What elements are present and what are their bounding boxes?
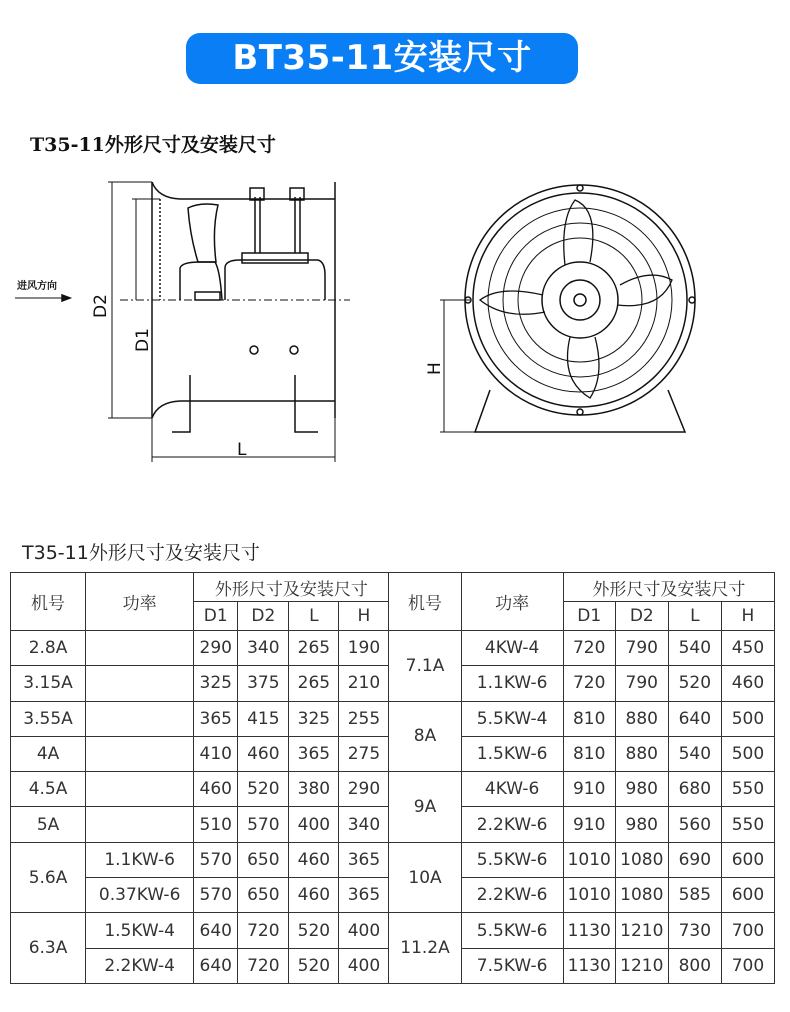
h-cell: 700	[721, 913, 774, 948]
d2-cell: 650	[238, 842, 289, 877]
d1-cell: 460	[194, 772, 238, 807]
power-cell: 2.2KW-4	[86, 948, 194, 983]
power-cell: 4KW-4	[461, 631, 563, 666]
model-cell: 8A	[389, 701, 461, 772]
l-cell: 265	[289, 631, 339, 666]
d1-cell: 910	[563, 807, 615, 842]
d2-cell: 980	[615, 772, 668, 807]
l-cell: 265	[289, 666, 339, 701]
l-cell: 585	[668, 878, 721, 913]
dimension-d2-label: D2	[91, 294, 111, 318]
l-cell: 460	[289, 878, 339, 913]
d2-cell: 1210	[615, 948, 668, 983]
header-power: 功率	[86, 573, 194, 631]
dimension-table	[10, 572, 775, 984]
power-cell	[86, 772, 194, 807]
power-cell	[86, 631, 194, 666]
table-header-row	[11, 573, 775, 602]
h-cell: 365	[339, 878, 389, 913]
power-cell: 7.5KW-6	[461, 948, 563, 983]
power-cell: 2.2KW-6	[461, 878, 563, 913]
power-cell: 5.5KW-4	[461, 701, 563, 736]
d2-cell: 980	[615, 807, 668, 842]
header-d2: D2	[238, 602, 289, 631]
d1-cell: 1010	[563, 878, 615, 913]
d2-cell: 460	[238, 736, 289, 771]
model-cell: 7.1A	[389, 631, 461, 702]
l-cell: 365	[289, 736, 339, 771]
h-cell: 275	[339, 736, 389, 771]
model-cell: 5A	[11, 807, 86, 842]
d2-cell: 520	[238, 772, 289, 807]
d2-cell: 720	[238, 913, 289, 948]
d1-cell: 1130	[563, 948, 615, 983]
h-cell: 550	[721, 807, 774, 842]
power-cell: 0.37KW-6	[86, 878, 194, 913]
power-cell: 5.5KW-6	[461, 842, 563, 877]
d2-cell: 880	[615, 701, 668, 736]
l-cell: 380	[289, 772, 339, 807]
header-l: L	[289, 602, 339, 631]
airflow-direction-label: 进风方向	[17, 281, 57, 292]
table-body	[11, 631, 775, 984]
d1-cell: 570	[194, 878, 238, 913]
d1-cell: 810	[563, 736, 615, 771]
l-cell: 540	[668, 631, 721, 666]
power-cell: 2.2KW-6	[461, 807, 563, 842]
dimension-h-label: H	[425, 362, 445, 375]
d2-cell: 1210	[615, 913, 668, 948]
l-cell: 640	[668, 701, 721, 736]
table-row	[11, 631, 775, 666]
power-cell	[86, 666, 194, 701]
d1-cell: 810	[563, 701, 615, 736]
d2-cell: 880	[615, 736, 668, 771]
d2-cell: 1080	[615, 878, 668, 913]
h-cell: 550	[721, 772, 774, 807]
power-cell	[86, 736, 194, 771]
d2-cell: 375	[238, 666, 289, 701]
page-banner-title: BT35-11安装尺寸	[186, 33, 578, 84]
header-h: H	[721, 602, 774, 631]
model-cell: 5.6A	[11, 842, 86, 913]
table-title: T35-11外形尺寸及安装尺寸	[22, 542, 260, 564]
model-cell: 6.3A	[11, 913, 86, 984]
d1-cell: 365	[194, 701, 238, 736]
power-cell: 1.1KW-6	[86, 842, 194, 877]
dimension-d1-label: D1	[133, 328, 153, 352]
l-cell: 520	[289, 913, 339, 948]
header-dimension-group: 外形尺寸及安装尺寸	[563, 573, 774, 602]
h-cell: 255	[339, 701, 389, 736]
table-row	[11, 701, 775, 736]
d1-cell: 290	[194, 631, 238, 666]
l-cell: 690	[668, 842, 721, 877]
d1-cell: 720	[563, 666, 615, 701]
power-cell: 1.5KW-6	[461, 736, 563, 771]
table-row	[11, 772, 775, 807]
h-cell: 460	[721, 666, 774, 701]
d2-cell: 650	[238, 878, 289, 913]
d1-cell: 510	[194, 807, 238, 842]
l-cell: 460	[289, 842, 339, 877]
l-cell: 680	[668, 772, 721, 807]
model-cell: 11.2A	[389, 913, 461, 984]
header-d2: D2	[615, 602, 668, 631]
h-cell: 365	[339, 842, 389, 877]
model-cell: 4A	[11, 736, 86, 771]
d1-cell: 720	[563, 631, 615, 666]
h-cell: 400	[339, 913, 389, 948]
model-cell: 4.5A	[11, 772, 86, 807]
l-cell: 520	[668, 666, 721, 701]
header-d1: D1	[563, 602, 615, 631]
l-cell: 325	[289, 701, 339, 736]
d2-cell: 1080	[615, 842, 668, 877]
header-d1: D1	[194, 602, 238, 631]
h-cell: 500	[721, 701, 774, 736]
fan-side-view-drawing	[0, 170, 360, 470]
h-cell: 210	[339, 666, 389, 701]
fan-front-view-drawing	[400, 170, 710, 450]
l-cell: 540	[668, 736, 721, 771]
power-cell: 1.5KW-4	[86, 913, 194, 948]
d1-cell: 1130	[563, 913, 615, 948]
header-model: 机号	[389, 573, 461, 631]
model-cell: 9A	[389, 772, 461, 843]
d1-cell: 410	[194, 736, 238, 771]
d2-cell: 570	[238, 807, 289, 842]
header-model: 机号	[11, 573, 86, 631]
d1-cell: 640	[194, 913, 238, 948]
header-l: L	[668, 602, 721, 631]
h-cell: 450	[721, 631, 774, 666]
d1-cell: 910	[563, 772, 615, 807]
d1-cell: 1010	[563, 842, 615, 877]
model-cell: 10A	[389, 842, 461, 913]
d2-cell: 340	[238, 631, 289, 666]
header-power: 功率	[461, 573, 563, 631]
h-cell: 600	[721, 842, 774, 877]
d1-cell: 570	[194, 842, 238, 877]
l-cell: 560	[668, 807, 721, 842]
power-cell: 1.1KW-6	[461, 666, 563, 701]
power-cell: 5.5KW-6	[461, 913, 563, 948]
h-cell: 500	[721, 736, 774, 771]
d1-cell: 325	[194, 666, 238, 701]
model-cell: 2.8A	[11, 631, 86, 666]
header-dimension-group: 外形尺寸及安装尺寸	[194, 573, 389, 602]
table-row	[11, 842, 775, 877]
d2-cell: 790	[615, 631, 668, 666]
h-cell: 290	[339, 772, 389, 807]
h-cell: 400	[339, 948, 389, 983]
drawing-title: T35-11外形尺寸及安装尺寸	[30, 134, 276, 156]
d1-cell: 640	[194, 948, 238, 983]
l-cell: 800	[668, 948, 721, 983]
d2-cell: 720	[238, 948, 289, 983]
d2-cell: 415	[238, 701, 289, 736]
l-cell: 730	[668, 913, 721, 948]
power-cell	[86, 701, 194, 736]
l-cell: 520	[289, 948, 339, 983]
table-row	[11, 913, 775, 948]
dimension-l-label: L	[237, 440, 247, 460]
header-h: H	[339, 602, 389, 631]
model-cell: 3.55A	[11, 701, 86, 736]
l-cell: 400	[289, 807, 339, 842]
power-cell: 4KW-6	[461, 772, 563, 807]
h-cell: 700	[721, 948, 774, 983]
d2-cell: 790	[615, 666, 668, 701]
model-cell: 3.15A	[11, 666, 86, 701]
h-cell: 340	[339, 807, 389, 842]
h-cell: 600	[721, 878, 774, 913]
h-cell: 190	[339, 631, 389, 666]
power-cell	[86, 807, 194, 842]
